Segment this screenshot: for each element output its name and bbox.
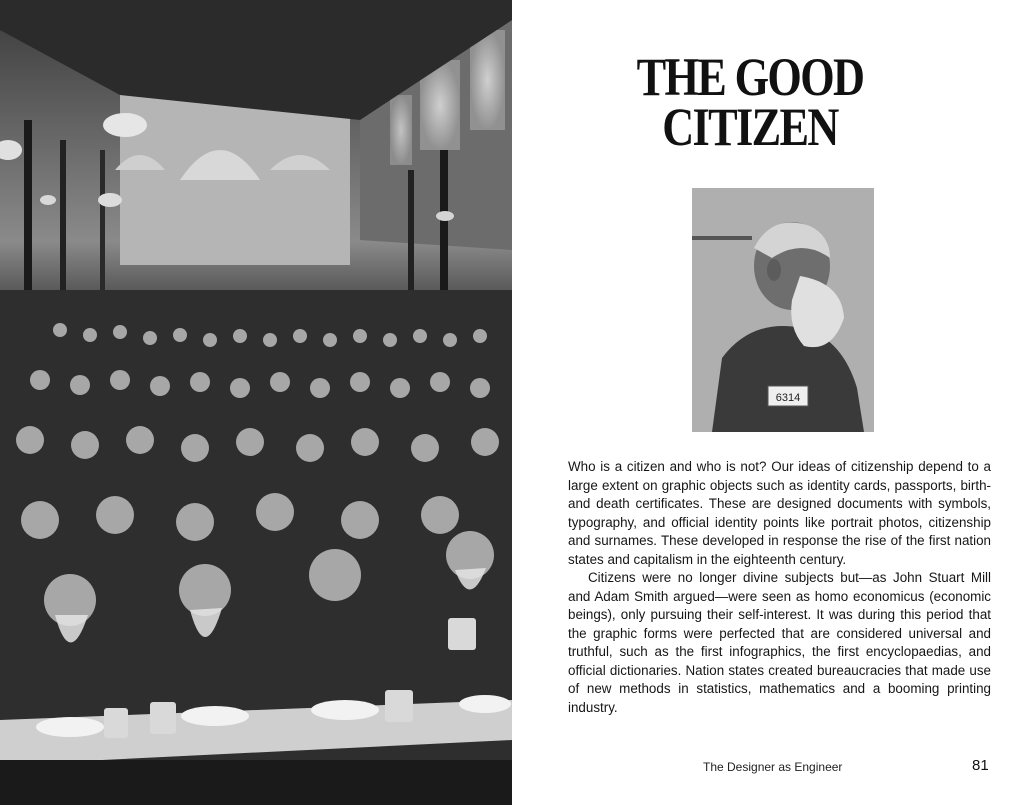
title-line-1: THE GOOD	[636, 47, 864, 108]
paragraph-2: Citizens were no longer divine subjects but—as John Stuart Mill and Adam Smith argued—were seen as homo economicus (economic beings), only pursuing their self-interest. It was during this period that the graphic forms were perfected that are considered universal and truthful, such as the first infographics, the first encyclopaedias, and official dictionaries. Nation states created bureaucracies that made use of new methods in statistics, mathematics and a booming printing industry.	[568, 570, 991, 715]
article-body	[568, 458, 991, 717]
portrait-photo	[692, 188, 874, 432]
page-number: 81	[972, 757, 989, 774]
prisoner-number-tag: 6314	[775, 392, 801, 404]
paragraph-1: Who is a citizen and who is not? Our ideas of citizenship depend to a large extent on graphic objects such as identity cards, passports, birth- and death certificates. These are designed documents with symbols, typography, and official identity points like portrait photos, citizenship and surnames. These developed in response the rise of the first nation states and capitalism in the eighteenth century.	[568, 459, 991, 567]
title-line-2: CITIZEN	[662, 97, 838, 158]
running-footer: The Designer as Engineer	[703, 760, 843, 774]
bearded-man-portrait	[692, 188, 874, 432]
page-title	[594, 47, 906, 158]
